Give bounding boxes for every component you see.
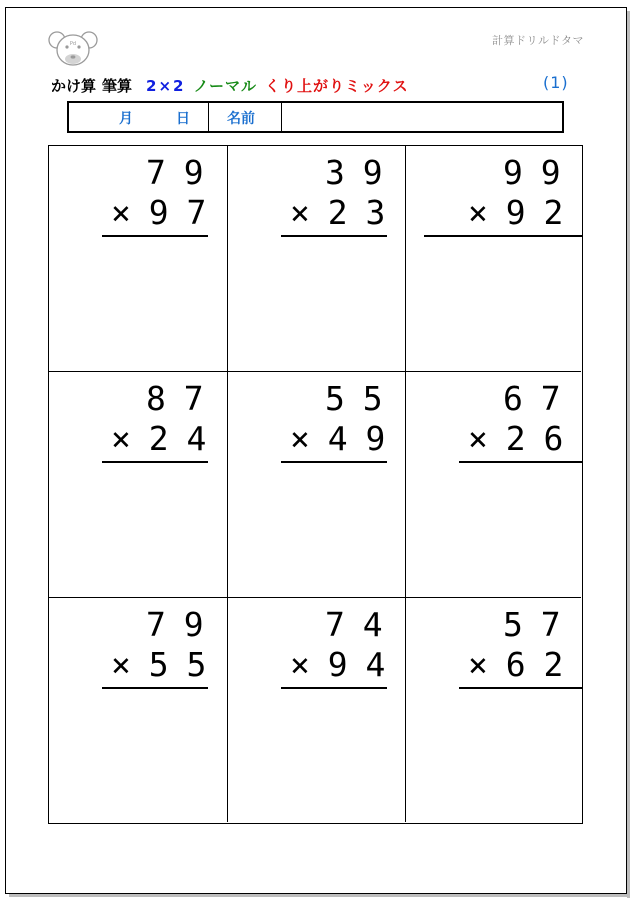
multiplier: 4 9	[327, 419, 385, 458]
answer-line	[281, 461, 387, 463]
problem-cell[interactable]	[227, 371, 405, 597]
answer-line	[102, 235, 208, 237]
multiplicand: 3 9	[325, 153, 382, 192]
multiplicand: 7 9	[146, 605, 203, 644]
sheet-number: (1)	[543, 73, 569, 92]
multiplier-row	[290, 419, 385, 458]
answer-line	[459, 687, 582, 689]
multiplier: 9 2	[505, 193, 563, 232]
title-carry: くり上がりミックス	[265, 77, 409, 95]
multiplicand: 9 9	[503, 153, 560, 192]
times-sign: ×	[111, 419, 130, 458]
brand-name: 計算ドリルドタマ	[492, 34, 584, 47]
answer-line	[102, 687, 208, 689]
title-written-calc: 筆算	[102, 77, 133, 95]
answer-line	[281, 235, 387, 237]
multiplicand: 7 4	[325, 605, 382, 644]
multiplier-row	[111, 645, 206, 684]
multiplicand: 8 7	[146, 379, 203, 418]
times-sign: ×	[468, 419, 487, 458]
multiplier-row	[290, 645, 385, 684]
day-label: 日	[176, 111, 190, 127]
name-label: 名前	[227, 111, 255, 127]
times-sign: ×	[468, 645, 487, 684]
multiplier: 9 4	[327, 645, 385, 684]
logo-text: Pd	[69, 41, 77, 47]
times-sign: ×	[468, 193, 487, 232]
problem-cell[interactable]	[49, 371, 227, 597]
title-digits: 2×2	[146, 77, 186, 95]
multiplier: 5 5	[148, 645, 206, 684]
multiplier: 6 2	[505, 645, 563, 684]
multiplier-row	[468, 193, 563, 232]
mouse-logo-icon	[48, 30, 98, 68]
answer-line	[459, 461, 582, 463]
multiplicand: 7 9	[146, 153, 203, 192]
multiplier-row	[290, 193, 385, 232]
name-date-bar	[67, 101, 564, 133]
answer-line	[424, 235, 582, 237]
multiplier-row	[468, 419, 563, 458]
multiplier: 2 6	[505, 419, 563, 458]
month-label: 月	[119, 111, 133, 127]
multiplier: 2 4	[148, 419, 206, 458]
multiplicand: 6 7	[503, 379, 560, 418]
title-level: ノーマル	[193, 77, 258, 95]
multiplicand: 5 7	[503, 605, 560, 644]
multiplicand: 5 5	[325, 379, 382, 418]
problem-cell[interactable]	[405, 597, 581, 822]
answer-line	[102, 461, 208, 463]
times-sign: ×	[290, 645, 309, 684]
page-shadow-right	[627, 11, 630, 898]
answer-line	[281, 687, 387, 689]
worksheet-title	[51, 75, 409, 95]
problem-cell[interactable]	[227, 597, 405, 822]
date-field[interactable]	[69, 103, 209, 131]
multiplier-row	[468, 645, 563, 684]
multiplier-row	[111, 419, 206, 458]
problem-cell[interactable]	[49, 146, 227, 371]
multiplier: 2 3	[327, 193, 385, 232]
times-sign: ×	[290, 419, 309, 458]
problem-cell[interactable]	[227, 146, 405, 371]
times-sign: ×	[111, 193, 130, 232]
title-multiplication: かけ算	[51, 77, 97, 95]
times-sign: ×	[290, 193, 309, 232]
problem-cell[interactable]	[49, 597, 227, 822]
name-label-cell	[209, 103, 282, 131]
times-sign: ×	[111, 645, 130, 684]
page-shadow-bottom	[9, 894, 630, 897]
multiplier-row	[111, 193, 206, 232]
multiplier: 9 7	[148, 193, 206, 232]
name-field[interactable]	[282, 103, 562, 131]
problem-grid	[48, 145, 583, 824]
problem-cell[interactable]	[405, 371, 581, 597]
problem-cell[interactable]	[405, 146, 581, 371]
